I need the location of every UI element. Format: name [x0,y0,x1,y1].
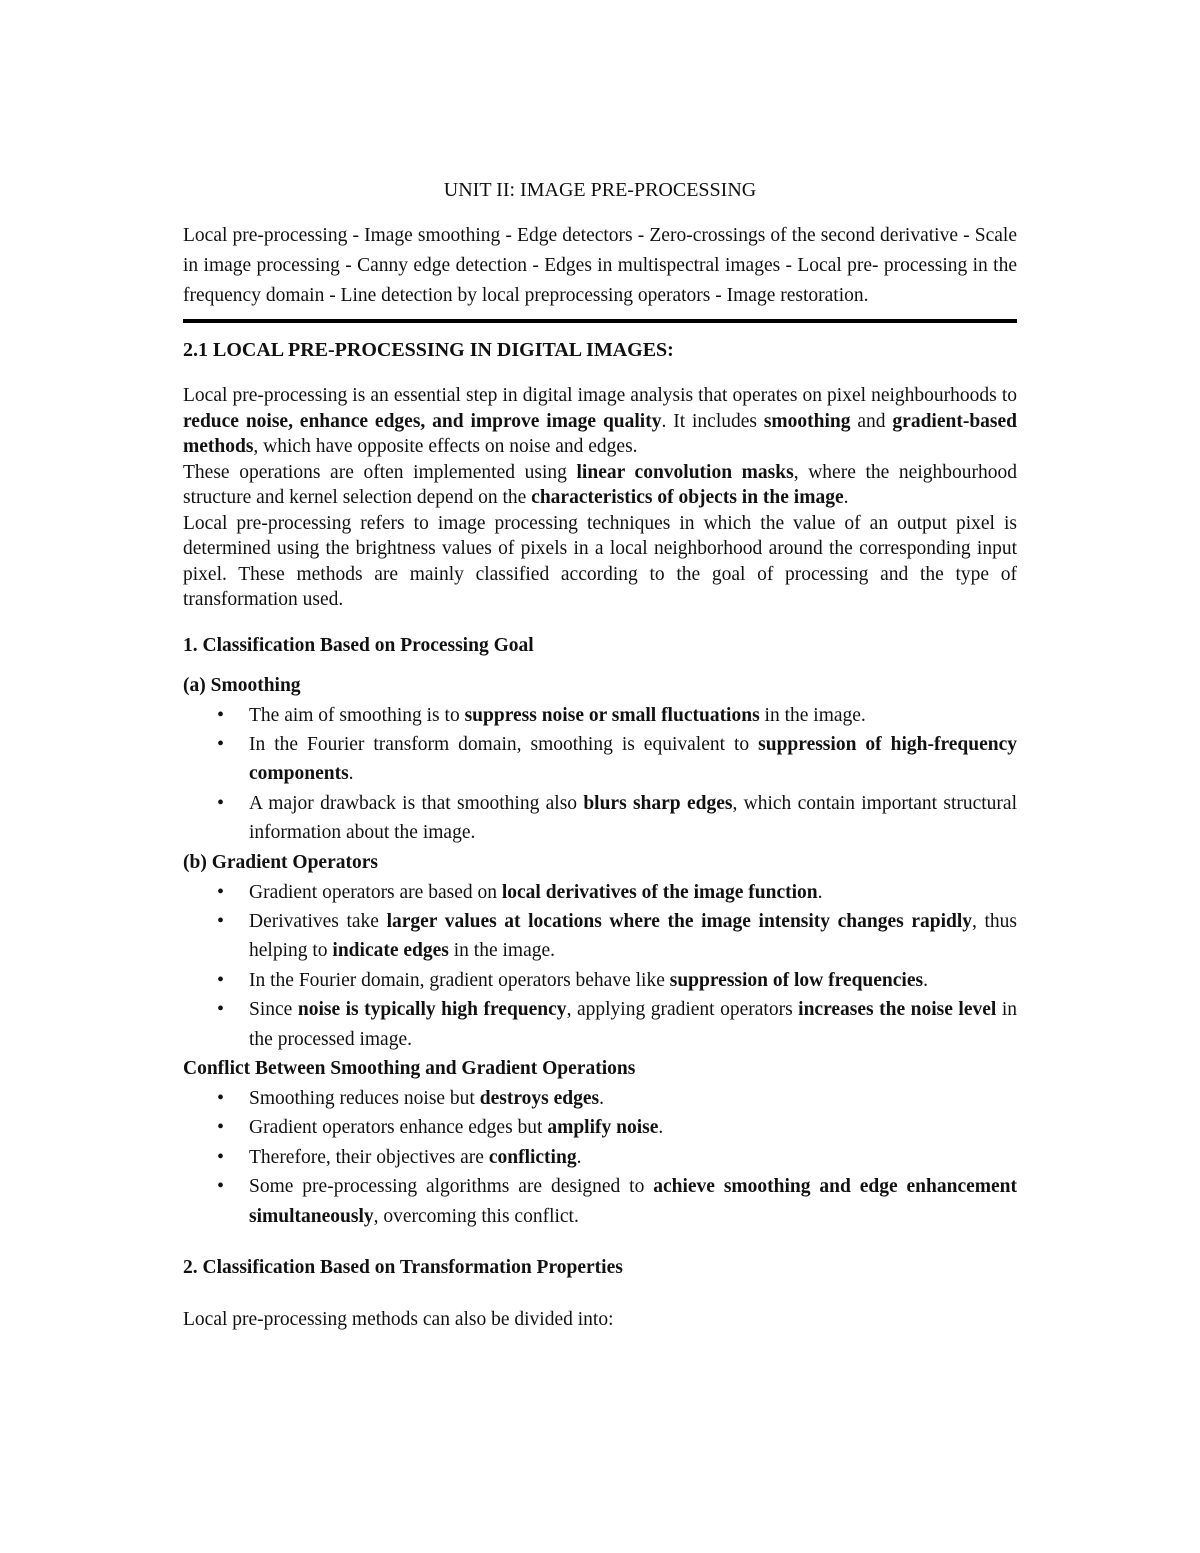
smoothing-heading: (a) Smoothing [183,674,301,696]
list-item: • A major drawback is that smoothing also blurs sharp edges, which contain important structural information about the image. [183,789,1017,848]
document-page [183,175,1017,1335]
list-item: • Smoothing reduces noise but destroys edges. [183,1084,1017,1113]
definition-paragraph: Local pre-processing refers to image processing techniques in which the value of an output pixel is determined using the brightness values of pixels in a local neighborhood around the corresponding input pixel. These methods are mainly classified according to the goal of processing and the type of transformation used. [183,512,1017,610]
gradient-heading: (b) Gradient Operators [183,851,378,873]
syllabus-paragraph: Local pre-processing - Image smoothing - Edge detectors - Zero-crossings of the second derivative - Scale in image processing - Canny edge detection - Edges in multispectral images - Local pre- processing in the frequency domain - Line detection by local preprocessing operators - Image restoration. [183,225,1017,306]
page-title: UNIT II: IMAGE PRE-PROCESSING [443,179,757,201]
list-item: • The aim of smoothing is to suppress noise or small fluctuations in the image. [183,701,1017,730]
list-item: • Therefore, their objectives are conflicting. [183,1143,1017,1172]
list-item: • Some pre-processing algorithms are designed to achieve smoothing and edge enhancement simultaneously, overcoming this conflict. [183,1172,1017,1231]
horizontal-rule [183,319,1017,323]
list-item: • In the Fourier transform domain, smoothing is equivalent to suppression of high-frequency components. [183,730,1017,789]
list-item: • In the Fourier domain, gradient operators behave like suppression of low frequencies. [183,966,1017,995]
convolution-paragraph: These operations are often implemented using linear convolution masks, where the neighbourhood structure and kernel selection depend on the characteristics of objects in the image. [183,461,1017,508]
list-item: • Gradient operators enhance edges but amplify noise. [183,1113,1017,1142]
intro-paragraph: Local pre-processing is an essential step in digital image analysis that operates on pixel neighbourhoods to reduce noise, enhance edges, and improve image quality. It includes smoothing and gradient-based methods, which have opposite effects on noise and edges. [183,385,1018,457]
conflict-list [183,1084,1017,1231]
list-item: • Since noise is typically high frequency, applying gradient operators increases the noise level in the processed image. [183,995,1017,1054]
transform-intro: Local pre-processing methods can also be divided into: [183,1309,614,1330]
list-item: • Derivatives take larger values at locations where the image intensity changes rapidly, thus helping to indicate edges in the image. [183,907,1017,966]
list-item: • Gradient operators are based on local derivatives of the image function. [183,878,1017,907]
gradient-list [183,878,1017,1054]
smoothing-list [183,701,1017,848]
classification-goal-heading: 1. Classification Based on Processing Goal [183,634,534,656]
section-heading: 2.1 LOCAL PRE-PROCESSING IN DIGITAL IMAGES: [183,339,674,361]
conflict-heading: Conflict Between Smoothing and Gradient Operations [183,1057,636,1079]
classification-transform-heading: 2. Classification Based on Transformation Properties [183,1257,623,1278]
